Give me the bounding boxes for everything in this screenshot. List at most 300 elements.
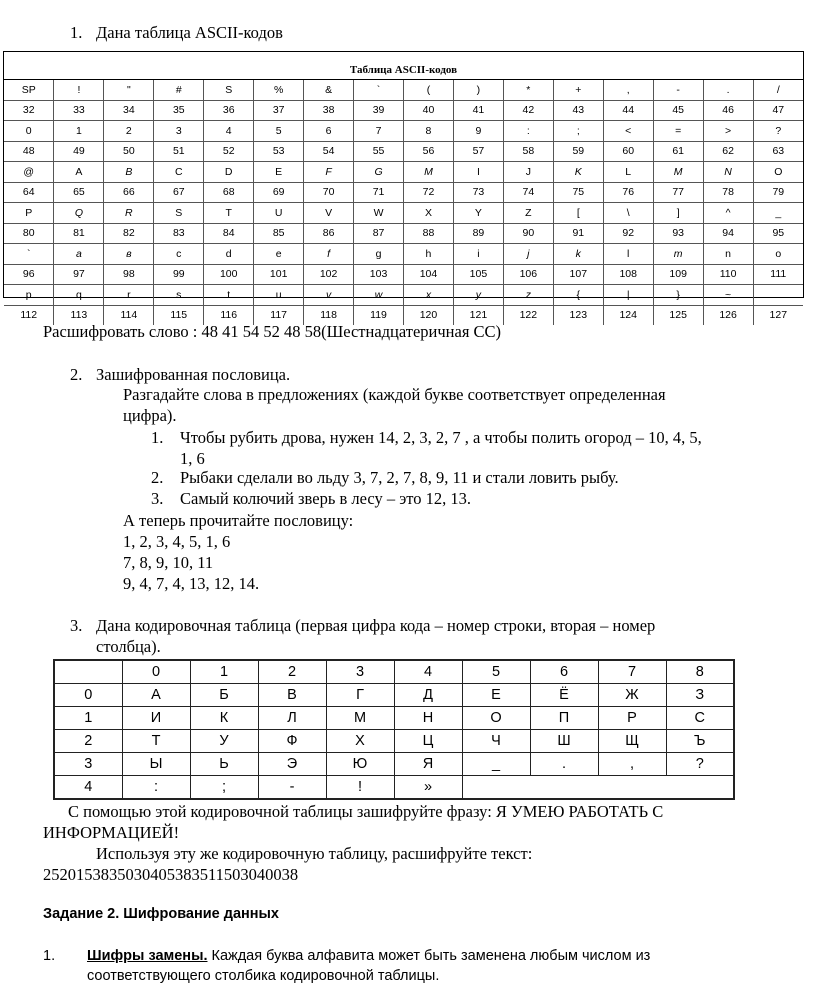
ascii-code-cell: 117 xyxy=(254,305,304,325)
task2-number: 2. xyxy=(70,365,83,384)
coding-column-header: 5 xyxy=(462,660,530,684)
ascii-char-cell: r xyxy=(104,285,154,306)
ascii-code-cell: 81 xyxy=(54,223,104,244)
ascii-row xyxy=(4,80,803,100)
ascii-code-cell: 44 xyxy=(603,100,653,121)
ascii-char-cell: p xyxy=(4,285,54,306)
ascii-code-cell: 99 xyxy=(154,264,204,285)
coding-cell: И xyxy=(122,707,190,730)
ascii-char-cell: ] xyxy=(653,203,703,224)
ascii-char-cell: = xyxy=(653,121,703,142)
ascii-code-cell: 106 xyxy=(503,264,553,285)
ascii-code-cell: 56 xyxy=(404,141,454,162)
ascii-code-cell: 57 xyxy=(453,141,503,162)
ascii-code-cell: 113 xyxy=(54,305,104,325)
ascii-code-cell: 35 xyxy=(154,100,204,121)
coding-cell xyxy=(666,776,734,800)
ascii-code-cell: 76 xyxy=(603,182,653,203)
ascii-code-cell: 38 xyxy=(304,100,354,121)
ascii-code-cell: 65 xyxy=(54,182,104,203)
ascii-char-cell: v xyxy=(304,285,354,306)
ascii-code-cell: 75 xyxy=(553,182,603,203)
coding-column-header: 2 xyxy=(258,660,326,684)
ascii-char-cell: L xyxy=(603,162,653,183)
coding-cell: Ш xyxy=(530,730,598,753)
ascii-code-cell: 49 xyxy=(54,141,104,162)
section2-item-line1 xyxy=(87,946,650,966)
coding-cell: Б xyxy=(190,684,258,707)
ascii-code-cell: 67 xyxy=(154,182,204,203)
ascii-char-cell: * xyxy=(503,80,553,100)
coding-cell: ! xyxy=(326,776,394,800)
ascii-code-cell: 78 xyxy=(703,182,753,203)
ascii-code-cell: 121 xyxy=(453,305,503,325)
coding-row xyxy=(54,730,734,753)
coding-cell: Д xyxy=(394,684,462,707)
ascii-row xyxy=(4,162,803,183)
coding-row-header: 3 xyxy=(54,753,122,776)
ascii-code-cell: 42 xyxy=(503,100,553,121)
ascii-code-cell: 41 xyxy=(453,100,503,121)
coding-cell: Х xyxy=(326,730,394,753)
ascii-code-cell: 127 xyxy=(753,305,803,325)
ascii-table-title: Таблица ASCII-кодов xyxy=(4,52,803,80)
ascii-code-cell: 126 xyxy=(703,305,753,325)
ascii-char-cell: ^ xyxy=(703,203,753,224)
ascii-char-cell: R xyxy=(104,203,154,224)
riddle-3-number: 3. xyxy=(151,489,164,508)
ascii-char-cell: в xyxy=(104,244,154,265)
ascii-row xyxy=(4,264,803,285)
ascii-code-cell: 90 xyxy=(503,223,553,244)
ascii-char-cell: h xyxy=(404,244,454,265)
riddle-1-line2: 1, 6 xyxy=(180,449,205,468)
coding-cell: . xyxy=(530,753,598,776)
ascii-code-cell: 107 xyxy=(553,264,603,285)
ascii-char-cell: k xyxy=(553,244,603,265)
ascii-char-cell: W xyxy=(354,203,404,224)
ascii-code-cell: 73 xyxy=(453,182,503,203)
ascii-char-cell: E xyxy=(254,162,304,183)
coding-row-header: 0 xyxy=(54,684,122,707)
section2-item-text: Каждая буква алфавита может быть заменена любым числом из xyxy=(207,948,651,964)
ascii-char-cell: / xyxy=(753,80,803,100)
ascii-code-cell: 72 xyxy=(404,182,454,203)
ascii-code-cell: 104 xyxy=(404,264,454,285)
ascii-code-cell: 34 xyxy=(104,100,154,121)
proverb-line-2: 7, 8, 9, 10, 11 xyxy=(123,553,214,572)
task2-intro-line1: Разгадайте слова в предложениях (каждой букве соответствует определенная xyxy=(123,385,666,404)
ascii-char-cell: 2 xyxy=(104,121,154,142)
ascii-char-cell: < xyxy=(603,121,653,142)
ascii-char-cell: S xyxy=(154,203,204,224)
ascii-code-cell: 47 xyxy=(753,100,803,121)
ascii-char-cell: y xyxy=(453,285,503,306)
ascii-code-cell: 55 xyxy=(354,141,404,162)
cipher-substitution-term: Шифры замены. xyxy=(87,948,208,964)
riddle-3-line1: Самый колючий зверь в лесу – это 12, 13. xyxy=(180,489,472,508)
now-read-line: А теперь прочитайте пословицу: xyxy=(123,511,354,530)
ascii-code-cell: 71 xyxy=(354,182,404,203)
ascii-char-cell xyxy=(753,285,803,306)
ascii-char-cell: i xyxy=(453,244,503,265)
ascii-char-cell: K xyxy=(553,162,603,183)
ascii-char-cell: U xyxy=(254,203,304,224)
ascii-char-cell: } xyxy=(653,285,703,306)
coding-row xyxy=(54,707,734,730)
ascii-char-cell: \ xyxy=(603,203,653,224)
ascii-code-cell: 120 xyxy=(404,305,454,325)
ascii-char-cell: j xyxy=(503,244,553,265)
section2-item-number: 1. xyxy=(43,948,56,964)
coding-row xyxy=(54,684,734,707)
ascii-char-cell: M xyxy=(653,162,703,183)
ascii-char-cell: 0 xyxy=(4,121,54,142)
ascii-char-cell: P xyxy=(4,203,54,224)
ascii-char-cell: V xyxy=(304,203,354,224)
coding-cell: П xyxy=(530,707,598,730)
encode-line-2: ИНФОРМАЦИЕЙ! xyxy=(43,823,180,842)
ascii-row xyxy=(4,244,803,265)
ascii-char-cell: d xyxy=(204,244,254,265)
ascii-code-cell: 112 xyxy=(4,305,54,325)
ascii-char-cell: 9 xyxy=(453,121,503,142)
coding-cell: : xyxy=(122,776,190,800)
ascii-char-cell: a xyxy=(54,244,104,265)
coding-cell: ; xyxy=(190,776,258,800)
coding-cell: , xyxy=(598,753,666,776)
ascii-char-cell: - xyxy=(653,80,703,100)
task3-heading-line1: Дана кодировочная таблица (первая цифра кода – номер строки, вторая – номер xyxy=(96,616,656,635)
ascii-char-cell: ` xyxy=(4,244,54,265)
decode-text-line: Используя эту же кодировочную таблицу, расшифруйте текст: xyxy=(96,844,533,863)
ascii-row xyxy=(4,223,803,244)
ascii-char-cell: . xyxy=(703,80,753,100)
ascii-code-cell: 85 xyxy=(254,223,304,244)
ascii-char-cell: m xyxy=(653,244,703,265)
ascii-char-cell: 6 xyxy=(304,121,354,142)
ascii-code-cell: 59 xyxy=(553,141,603,162)
ascii-code-cell: 70 xyxy=(304,182,354,203)
section2-item-line2: соответствующего столбика кодировочной таблицы. xyxy=(87,968,440,984)
ascii-code-cell: 39 xyxy=(354,100,404,121)
ascii-code-cell: 91 xyxy=(553,223,603,244)
coding-cell: С xyxy=(666,707,734,730)
ascii-code-cell: 69 xyxy=(254,182,304,203)
ascii-row xyxy=(4,182,803,203)
proverb-line-1: 1, 2, 3, 4, 5, 1, 6 xyxy=(123,532,231,551)
ascii-code-cell: 88 xyxy=(404,223,454,244)
riddle-2-number: 2. xyxy=(151,468,164,487)
riddle-2-line1: Рыбаки сделали во льду 3, 7, 2, 7, 8, 9, 11 и стали ловить рыбу. xyxy=(180,468,619,487)
ascii-code-cell: 114 xyxy=(104,305,154,325)
coding-table xyxy=(53,659,735,800)
ascii-code-cell: 52 xyxy=(204,141,254,162)
task2-heading: Зашифрованная пословица. xyxy=(96,365,291,384)
proverb-line-3: 9, 4, 7, 4, 13, 12, 14. xyxy=(123,574,260,593)
ascii-code-cell: 97 xyxy=(54,264,104,285)
ascii-char-cell: ? xyxy=(753,121,803,142)
coding-cell xyxy=(462,776,530,800)
ascii-char-cell: Q xyxy=(54,203,104,224)
ascii-code-cell: 46 xyxy=(703,100,753,121)
ascii-code-cell: 36 xyxy=(204,100,254,121)
coding-cell: Ё xyxy=(530,684,598,707)
ascii-code-cell: 48 xyxy=(4,141,54,162)
coding-column-header: 1 xyxy=(190,660,258,684)
task1-heading: Дана таблица ASCII-кодов xyxy=(96,23,283,42)
ascii-code-cell: 124 xyxy=(603,305,653,325)
task2-intro-line2: цифра). xyxy=(123,406,177,425)
decode-word-line: Расшифровать слово : 48 41 54 52 48 58(Шестнадцатеричная СС) xyxy=(43,322,502,341)
ascii-row xyxy=(4,100,803,121)
encode-line-1: С помощью этой кодировочной таблицы зашифруйте фразу: Я УМЕЮ РАБОТАТЬ С xyxy=(68,802,664,821)
coding-cell: М xyxy=(326,707,394,730)
ascii-code-cell: 102 xyxy=(304,264,354,285)
coding-column-header: 6 xyxy=(530,660,598,684)
ascii-char-cell: S xyxy=(204,80,254,100)
ascii-code-cell: 82 xyxy=(104,223,154,244)
coding-row xyxy=(54,753,734,776)
coding-cell: Е xyxy=(462,684,530,707)
ascii-code-cell: 123 xyxy=(553,305,603,325)
ascii-row xyxy=(4,203,803,224)
ascii-char-cell: N xyxy=(703,162,753,183)
ascii-char-cell: O xyxy=(753,162,803,183)
ascii-char-cell: C xyxy=(154,162,204,183)
cipher-text: 2520153835030405383511503040038 xyxy=(43,865,299,884)
coding-cell: Ь xyxy=(190,753,258,776)
ascii-char-cell: 7 xyxy=(354,121,404,142)
ascii-code-cell: 83 xyxy=(154,223,204,244)
coding-cell: О xyxy=(462,707,530,730)
ascii-char-cell: , xyxy=(603,80,653,100)
coding-cell: Щ xyxy=(598,730,666,753)
coding-row-header: 4 xyxy=(54,776,122,800)
coding-cell: Т xyxy=(122,730,190,753)
ascii-char-cell: g xyxy=(354,244,404,265)
ascii-code-cell: 109 xyxy=(653,264,703,285)
ascii-char-cell: f xyxy=(304,244,354,265)
coding-column-header: 0 xyxy=(122,660,190,684)
ascii-code-cell: 62 xyxy=(703,141,753,162)
coding-cell: Л xyxy=(258,707,326,730)
ascii-code-cell: 63 xyxy=(753,141,803,162)
ascii-code-cell: 93 xyxy=(653,223,703,244)
ascii-char-cell: T xyxy=(204,203,254,224)
ascii-row xyxy=(4,141,803,162)
ascii-char-cell: o xyxy=(753,244,803,265)
ascii-code-cell: 54 xyxy=(304,141,354,162)
coding-cell: Г xyxy=(326,684,394,707)
ascii-char-cell: ~ xyxy=(703,285,753,306)
ascii-char-cell: 1 xyxy=(54,121,104,142)
ascii-char-cell: @ xyxy=(4,162,54,183)
ascii-code-cell: 108 xyxy=(603,264,653,285)
ascii-row xyxy=(4,285,803,306)
ascii-char-cell: Y xyxy=(453,203,503,224)
ascii-char-cell: J xyxy=(503,162,553,183)
ascii-row xyxy=(4,121,803,142)
ascii-code-cell: 94 xyxy=(703,223,753,244)
coding-cell: Н xyxy=(394,707,462,730)
ascii-char-cell: n xyxy=(703,244,753,265)
ascii-char-cell: c xyxy=(154,244,204,265)
ascii-char-cell: G xyxy=(354,162,404,183)
ascii-char-cell: ) xyxy=(453,80,503,100)
ascii-char-cell: ( xyxy=(404,80,454,100)
ascii-char-cell: " xyxy=(104,80,154,100)
ascii-char-cell: w xyxy=(354,285,404,306)
ascii-code-cell: 60 xyxy=(603,141,653,162)
ascii-code-cell: 96 xyxy=(4,264,54,285)
ascii-code-cell: 89 xyxy=(453,223,503,244)
ascii-char-cell: ; xyxy=(553,121,603,142)
ascii-char-cell: e xyxy=(254,244,304,265)
ascii-code-cell: 79 xyxy=(753,182,803,203)
ascii-code-cell: 86 xyxy=(304,223,354,244)
section2-heading: Задание 2. Шифрование данных xyxy=(43,906,279,922)
ascii-code-cell: 64 xyxy=(4,182,54,203)
ascii-code-cell: 119 xyxy=(354,305,404,325)
ascii-code-cell: 80 xyxy=(4,223,54,244)
ascii-char-cell: B xyxy=(104,162,154,183)
ascii-char-cell: q xyxy=(54,285,104,306)
coding-cell: К xyxy=(190,707,258,730)
ascii-char-cell: ! xyxy=(54,80,104,100)
ascii-char-cell: t xyxy=(204,285,254,306)
ascii-char-cell: % xyxy=(254,80,304,100)
ascii-code-cell: 33 xyxy=(54,100,104,121)
ascii-char-cell: [ xyxy=(553,203,603,224)
coding-column-header: 7 xyxy=(598,660,666,684)
ascii-code-cell: 125 xyxy=(653,305,703,325)
ascii-code-cell: 116 xyxy=(204,305,254,325)
coding-row-header: 1 xyxy=(54,707,122,730)
ascii-code-cell: 32 xyxy=(4,100,54,121)
ascii-code-cell: 50 xyxy=(104,141,154,162)
ascii-code-cell: 115 xyxy=(154,305,204,325)
ascii-code-cell: 74 xyxy=(503,182,553,203)
riddle-1-number: 1. xyxy=(151,428,164,447)
riddle-1-line1: Чтобы рубить дрова, нужен 14, 2, 3, 2, 7 , а чтобы полить огород – 10, 4, 5, xyxy=(180,428,702,447)
ascii-code-cell: 43 xyxy=(553,100,603,121)
coding-cell: А xyxy=(122,684,190,707)
ascii-char-cell: Z xyxy=(503,203,553,224)
coding-header-row xyxy=(54,660,734,684)
coding-row-header: 2 xyxy=(54,730,122,753)
ascii-code-cell: 92 xyxy=(603,223,653,244)
ascii-char-cell: 4 xyxy=(204,121,254,142)
ascii-char-cell: # xyxy=(154,80,204,100)
ascii-code-cell: 61 xyxy=(653,141,703,162)
coding-cell: Ъ xyxy=(666,730,734,753)
ascii-code-cell: 40 xyxy=(404,100,454,121)
ascii-code-cell: 110 xyxy=(703,264,753,285)
ascii-code-cell: 51 xyxy=(154,141,204,162)
coding-row xyxy=(54,776,734,800)
coding-cell: В xyxy=(258,684,326,707)
ascii-char-cell: z xyxy=(503,285,553,306)
ascii-char-cell: { xyxy=(553,285,603,306)
coding-cell: Ч xyxy=(462,730,530,753)
ascii-code-cell: 87 xyxy=(354,223,404,244)
ascii-code-cell: 84 xyxy=(204,223,254,244)
ascii-code-cell: 118 xyxy=(304,305,354,325)
ascii-char-cell: > xyxy=(703,121,753,142)
ascii-char-cell: M xyxy=(404,162,454,183)
ascii-char-cell: 5 xyxy=(254,121,304,142)
ascii-char-cell: ` xyxy=(354,80,404,100)
coding-column-header: 3 xyxy=(326,660,394,684)
ascii-code-cell: 103 xyxy=(354,264,404,285)
ascii-char-cell: & xyxy=(304,80,354,100)
ascii-code-cell: 111 xyxy=(753,264,803,285)
ascii-grid xyxy=(4,80,803,325)
ascii-code-cell: 53 xyxy=(254,141,304,162)
coding-cell: » xyxy=(394,776,462,800)
ascii-code-cell: 101 xyxy=(254,264,304,285)
coding-cell: Ю xyxy=(326,753,394,776)
task3-heading-line2: столбца). xyxy=(96,637,161,656)
coding-cell: Р xyxy=(598,707,666,730)
ascii-char-cell: D xyxy=(204,162,254,183)
ascii-code-cell: 58 xyxy=(503,141,553,162)
coding-cell: Ж xyxy=(598,684,666,707)
coding-cell xyxy=(530,776,598,800)
coding-cell: Я xyxy=(394,753,462,776)
ascii-code-cell: 122 xyxy=(503,305,553,325)
ascii-char-cell: 3 xyxy=(154,121,204,142)
ascii-char-cell: SP xyxy=(4,80,54,100)
ascii-code-cell: 45 xyxy=(653,100,703,121)
ascii-code-cell: 77 xyxy=(653,182,703,203)
coding-column-header xyxy=(54,660,122,684)
ascii-char-cell: 8 xyxy=(404,121,454,142)
ascii-char-cell: _ xyxy=(753,203,803,224)
ascii-char-cell: u xyxy=(254,285,304,306)
coding-column-header: 4 xyxy=(394,660,462,684)
ascii-code-cell: 68 xyxy=(204,182,254,203)
ascii-code-cell: 100 xyxy=(204,264,254,285)
coding-cell: З xyxy=(666,684,734,707)
coding-cell: Ы xyxy=(122,753,190,776)
ascii-char-cell: F xyxy=(304,162,354,183)
ascii-char-cell: I xyxy=(453,162,503,183)
task3-number: 3. xyxy=(70,616,83,635)
ascii-char-cell: x xyxy=(404,285,454,306)
ascii-char-cell: : xyxy=(503,121,553,142)
ascii-char-cell: s xyxy=(154,285,204,306)
ascii-code-cell: 98 xyxy=(104,264,154,285)
coding-cell xyxy=(598,776,666,800)
coding-cell: ? xyxy=(666,753,734,776)
coding-cell: Ц xyxy=(394,730,462,753)
coding-cell: Ф xyxy=(258,730,326,753)
coding-cell: - xyxy=(258,776,326,800)
ascii-char-cell: A xyxy=(54,162,104,183)
coding-cell: Э xyxy=(258,753,326,776)
ascii-code-cell: 66 xyxy=(104,182,154,203)
ascii-char-cell: + xyxy=(553,80,603,100)
coding-cell: У xyxy=(190,730,258,753)
ascii-char-cell: | xyxy=(603,285,653,306)
task1-number: 1. xyxy=(70,23,83,42)
ascii-table xyxy=(3,51,804,322)
ascii-code-cell: 95 xyxy=(753,223,803,244)
ascii-char-cell: X xyxy=(404,203,454,224)
ascii-code-cell: 37 xyxy=(254,100,304,121)
